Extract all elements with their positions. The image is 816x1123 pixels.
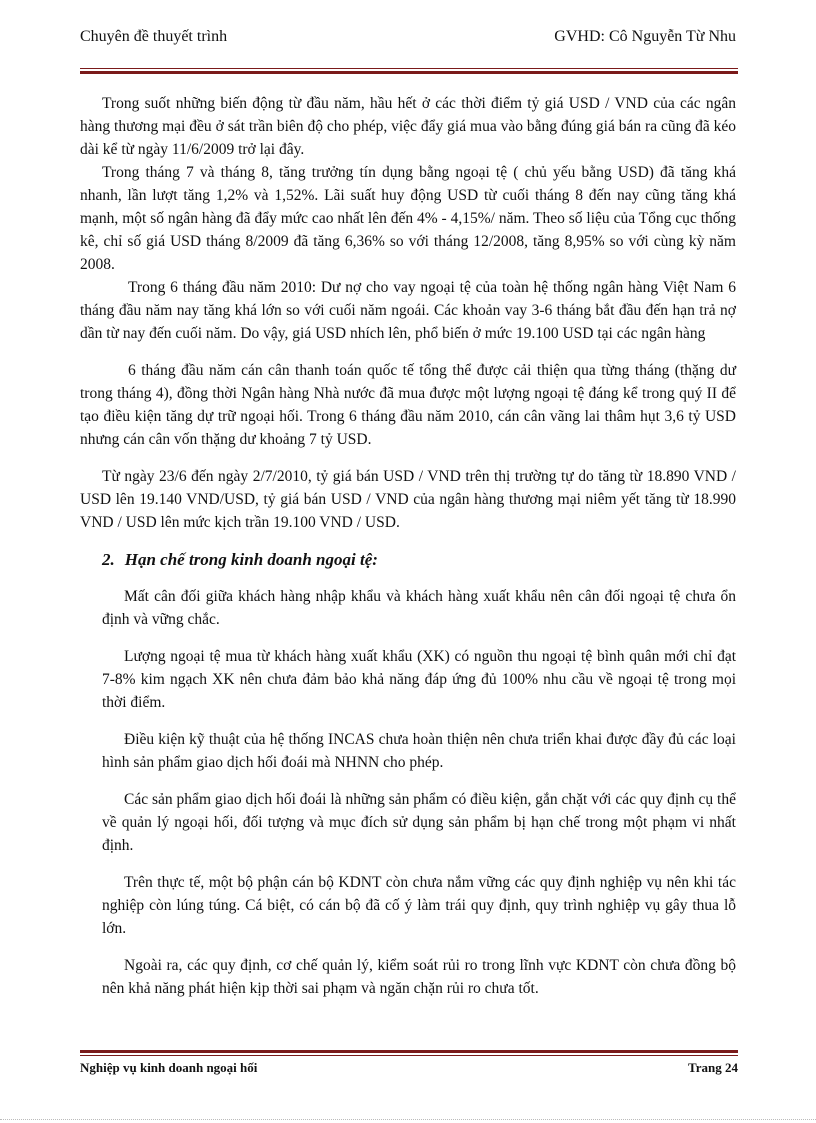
page-body bbox=[80, 92, 736, 1000]
footer-rule-top bbox=[80, 1050, 738, 1053]
paragraph: Mất cân đối giữa khách hàng nhập khẩu và khách hàng xuất khẩu nên cân đối ngoại tệ chưa ổn định và vững chắc. bbox=[102, 588, 736, 628]
header-rule-bottom bbox=[80, 71, 738, 74]
header-rule-top bbox=[80, 68, 738, 69]
paragraph: Các sản phẩm giao dịch hối đoái là những sản phẩm có điều kiện, gắn chặt với các quy định cụ thể về quản lý ngoại hối, đối tượng và mục đích sử dụng sản phẩm bị hạn chế trong một phạm vi nhất định. bbox=[102, 791, 736, 854]
footer-course: Nghiệp vụ kinh doanh ngoại hối bbox=[80, 1060, 258, 1075]
paragraph: Trong suốt những biến động từ đầu năm, hầu hết ở các thời điểm tỷ giá USD / VND của các ngân hàng thương mại đều ở sát trần biên độ cho phép, việc đẩy giá mua vào bằng đúng giá bán ra cũng đã kéo dài kể từ ngày 11/6/2009 trở lại đây. bbox=[80, 95, 736, 158]
paragraph: Ngoài ra, các quy định, cơ chế quản lý, kiểm soát rủi ro trong lĩnh vực KDNT còn chưa đồng bộ nên khả năng phát hiện kịp thời sai phạm và ngăn chặn rủi ro chưa tốt. bbox=[102, 957, 736, 997]
page-edge bbox=[0, 1119, 816, 1120]
section-title: Hạn chế trong kinh doanh ngoại tệ: bbox=[124, 550, 378, 569]
paragraph: Lượng ngoại tệ mua từ khách hàng xuất khẩu (XK) có nguồn thu ngoại tệ bình quân mới chỉ đạt 7-8% kim ngạch XK nên chưa đảm bảo khả năng đáp ứng đủ 100% nhu cầu về ngoại tệ trong mọi thời điểm. bbox=[102, 648, 736, 711]
paragraph: Trong tháng 7 và tháng 8, tăng trưởng tín dụng bằng ngoại tệ ( chủ yếu bằng USD) đã tăng khá nhanh, lần lượt tăng 1,2% và 1,52%. Lãi suất huy động USD từ cuối tháng 8 đến nay cũng tăng khá mạnh, một số ngân hàng đã đẩy mức cao nhất lên đến 4% - 4,15%/ năm. Theo số liệu của Tổng cục thống kê, chỉ số giá USD tháng 8/2009 đã tăng 6,36% so với tháng 12/2008, tăng 8,95% so với cùng kỳ năm 2008. bbox=[80, 164, 736, 273]
page-header bbox=[80, 28, 736, 52]
section-number: 2. bbox=[102, 550, 115, 569]
paragraph: Trong 6 tháng đầu năm 2010: Dư nợ cho vay ngoại tệ của toàn hệ thống ngân hàng Việt Nam 6 tháng đầu năm nay tăng khá lớn so với cuối năm ngoái. Các khoản vay 3-6 tháng bắt đầu đến hạn trả nợ dần từ nay đến cuối năm. Do vậy, giá USD nhích lên, phổ biến ở mức 19.100 USD tại các ngân hàng bbox=[80, 279, 736, 342]
page-number: Trang 24 bbox=[688, 1060, 738, 1075]
section-heading bbox=[102, 548, 736, 571]
header-advisor: GVHD: Cô Nguyễn Từ Nhu bbox=[554, 28, 736, 45]
header-topic: Chuyên đề thuyết trình bbox=[80, 28, 228, 45]
paragraph: Từ ngày 23/6 đến ngày 2/7/2010, tỷ giá bán USD / VND trên thị trường tự do tăng từ 18.890 VND / USD lên 19.140 VND/USD, tỷ giá bán USD / VND của ngân hàng thương mại niêm yết tăng từ 18.990 VND / USD lên mức kịch trần 19.100 VND / USD. bbox=[80, 468, 736, 531]
footer-rule-bottom bbox=[80, 1055, 738, 1056]
paragraph: Điều kiện kỹ thuật của hệ thống INCAS chưa hoàn thiện nên chưa triển khai được đầy đủ các loại hình sản phẩm giao dịch hối đoái mà NHNN cho phép. bbox=[102, 731, 736, 771]
paragraph: 6 tháng đầu năm cán cân thanh toán quốc tế tổng thể được cải thiện qua từng tháng (thặng dư trong tháng 4), đồng thời Ngân hàng Nhà nước đã mua được một lượng ngoại tệ đáng kể trong quý II để tạo điều kiện tăng dự trữ ngoại hối. Trong 6 tháng đầu năm 2010, cán cân vãng lai thâm hụt 3,6 tỷ USD nhưng cán cân vốn thặng dư khoảng 7 tỷ USD. bbox=[80, 362, 736, 448]
paragraph: Trên thực tế, một bộ phận cán bộ KDNT còn chưa nắm vững các quy định nghiệp vụ nên khi tác nghiệp còn lúng túng. Cá biệt, có cán bộ đã cố ý làm trái quy định, quy trình nghiệp vụ gây thua lỗ lớn. bbox=[102, 874, 736, 937]
